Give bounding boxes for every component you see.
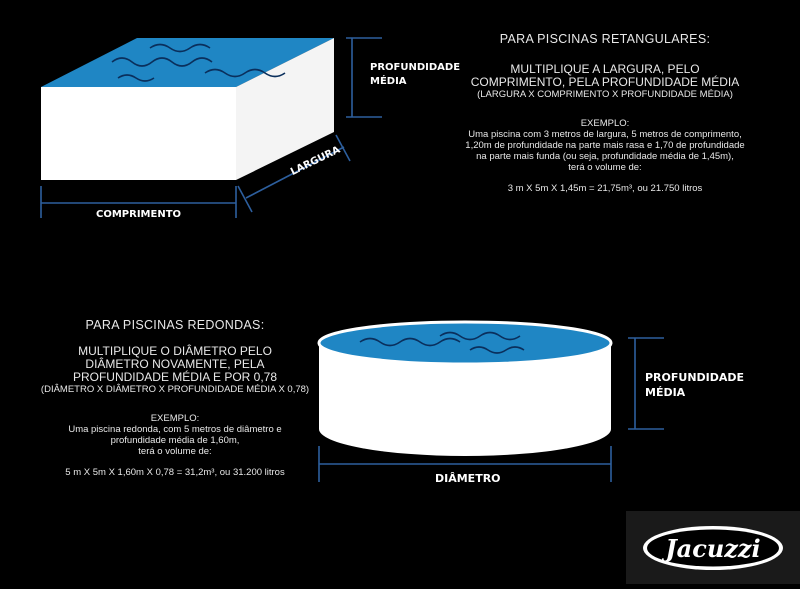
logo-text: Jacuzzi	[665, 534, 761, 563]
rect-example-line1: Uma piscina com 3 metros de largura, 5 metros de comprimento,	[468, 129, 742, 140]
round-formula-line2: DIÂMETRO NOVAMENTE, PELA	[85, 357, 265, 371]
round-formula-sub: (DIÂMETRO X DIÂMETRO X PROFUNDIDADE MÉDIA X 0,78)	[40, 384, 310, 395]
rect-width-label: LARGURA	[289, 144, 342, 178]
rect-formula-sub: (LARGURA X COMPRIMENTO X PROFUNDIDADE MÉDIA)	[477, 89, 733, 100]
round-calc: 5 m X 5m X 1,60m X 0,78 = 31,2m³, ou 31.200 litros	[65, 467, 285, 478]
round-example-line2: profundidade média de 1,60m,	[110, 435, 240, 446]
brand-logo	[626, 511, 800, 584]
round-pool-illustration	[319, 322, 611, 456]
rect-title: PARA PISCINAS RETANGULARES:	[499, 32, 711, 46]
rect-depth-label-line2: MÉDIA	[370, 76, 407, 87]
rect-formula-line1: MULTIPLIQUE A LARGURA, PELO	[510, 62, 700, 76]
rect-pool-front-face	[41, 87, 236, 180]
rect-formula-line2: COMPRIMENTO, PELA PROFUNDIDADE MÉDIA	[470, 75, 740, 89]
round-formula-line3: PROFUNDIDADE MÉDIA E POR 0,78	[72, 370, 278, 384]
rect-example-title: EXEMPLO:	[580, 118, 630, 129]
rect-example-line3: na parte mais funda (ou seja, profundidade média de 1,45m),	[476, 151, 734, 162]
round-depth-label-line1: PROFUNDIDADE	[645, 371, 745, 384]
rect-example-line2: 1,20m de profundidade na parte mais rasa e 1,70 de profundidade	[465, 140, 745, 151]
rect-pool-illustration	[41, 38, 334, 180]
rect-text-block	[445, 32, 765, 194]
rect-example-line4: terá o volume de:	[568, 162, 642, 173]
brand-logo-box	[626, 511, 800, 584]
round-title: PARA PISCINAS REDONDAS:	[85, 318, 265, 332]
rect-depth-label-line1: PROFUNDIDADE	[370, 62, 461, 73]
round-depth-label-line2: MÉDIA	[645, 386, 686, 399]
rect-calc: 3 m X 5m X 1,45m = 21,75m³, ou 21.750 litros	[507, 183, 703, 194]
round-example-line3: terá o volume de:	[138, 446, 212, 457]
round-diameter-label: DIÂMETRO	[435, 472, 501, 485]
round-formula-line1: MULTIPLIQUE O DIÂMETRO PELO	[78, 344, 272, 358]
rect-length-label: COMPRIMENTO	[96, 209, 182, 220]
round-example-title: EXEMPLO:	[150, 413, 200, 424]
round-text-block	[10, 318, 340, 478]
round-example-line1: Uma piscina redonda, com 5 metros de diâmetro e	[68, 424, 282, 435]
